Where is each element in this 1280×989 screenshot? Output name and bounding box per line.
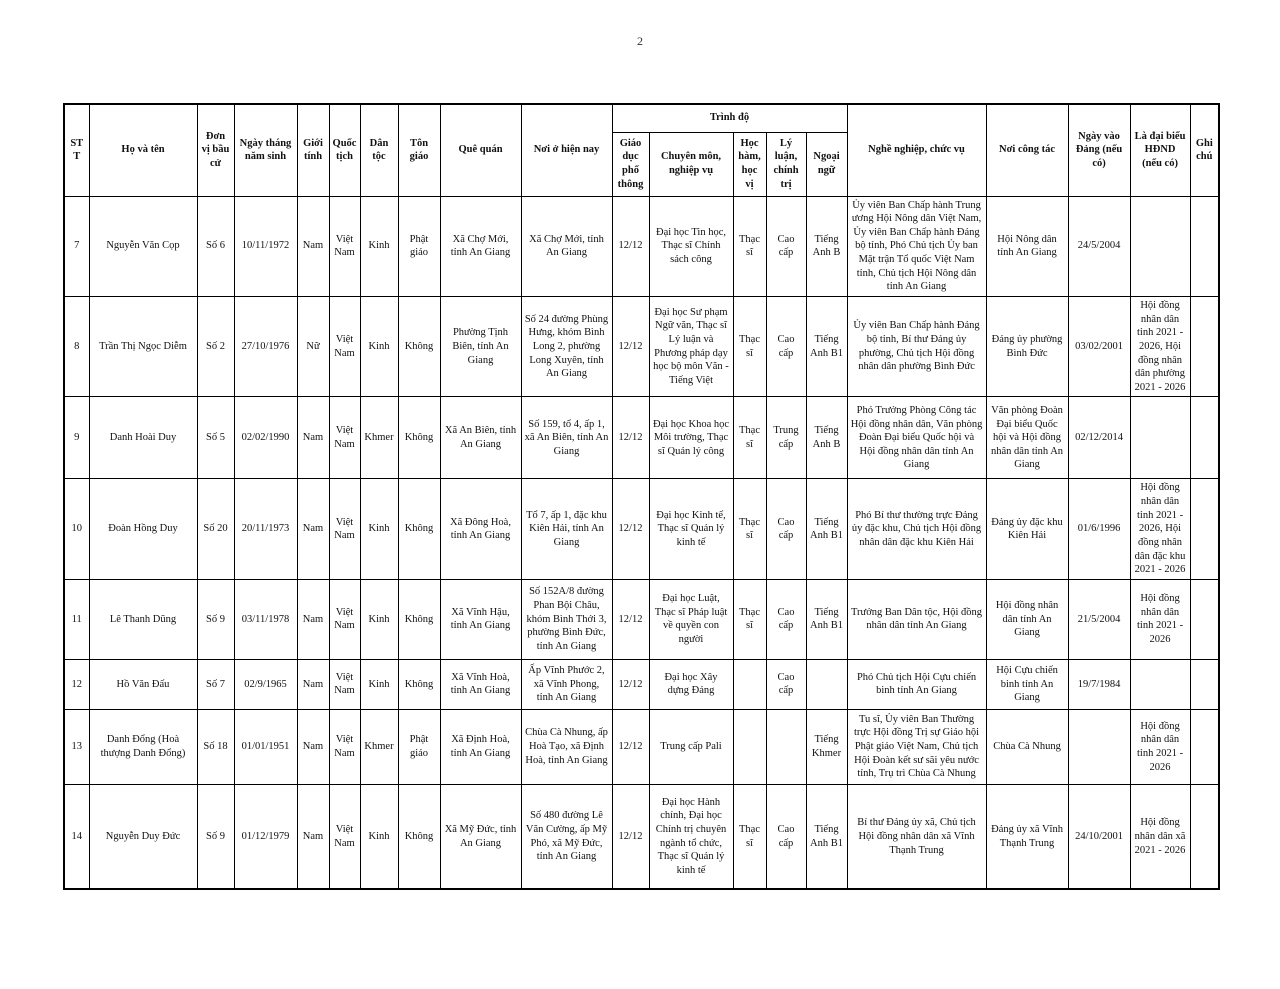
table-cell: Tiếng Anh B1 — [806, 579, 847, 659]
table-cell — [766, 709, 806, 784]
table-cell: 11 — [64, 579, 89, 659]
table-cell: Xã Chợ Mới, tỉnh An Giang — [440, 196, 521, 296]
table-cell: Không — [398, 659, 440, 709]
table-body — [64, 196, 1219, 889]
table-cell: 02/12/2014 — [1068, 397, 1130, 479]
table-cell: 7 — [64, 196, 89, 296]
col-header-que-quan: Quê quán — [440, 104, 521, 196]
table-cell: Xã Đông Hoà, tỉnh An Giang — [440, 479, 521, 579]
table-cell: Nam — [297, 709, 329, 784]
table-cell: Hội Nông dân tỉnh An Giang — [986, 196, 1068, 296]
table-cell: Thạc sĩ — [733, 579, 766, 659]
table-cell: 01/12/1979 — [234, 784, 297, 889]
table-cell: Kinh — [360, 579, 398, 659]
table-cell: Việt Nam — [329, 709, 360, 784]
table-cell: 27/10/1976 — [234, 296, 297, 396]
table-row — [64, 709, 1219, 784]
table-cell: Số 18 — [197, 709, 234, 784]
table-row — [64, 479, 1219, 579]
table-cell — [1068, 709, 1130, 784]
table-cell: Cao cấp — [766, 196, 806, 296]
table-cell: Phật giáo — [398, 709, 440, 784]
table-cell: Số 159, tổ 4, ấp 1, xã An Biên, tỉnh An Giang — [521, 397, 612, 479]
table-cell: 24/5/2004 — [1068, 196, 1130, 296]
table-cell: Nam — [297, 479, 329, 579]
table-cell: Đại học Sư phạm Ngữ văn, Thạc sĩ Lý luận và Phương pháp dạy học bộ môn Văn - Tiếng Việt — [649, 296, 733, 396]
table-cell: Việt Nam — [329, 397, 360, 479]
table-cell: 14 — [64, 784, 89, 889]
table-cell: Kinh — [360, 479, 398, 579]
table-cell: Nữ — [297, 296, 329, 396]
table-cell: Hội đồng nhân dân tỉnh 2021 - 2026, Hội đồng nhân dân phường 2021 - 2026 — [1130, 296, 1190, 396]
col-header-dan-toc: Dân tộc — [360, 104, 398, 196]
table-cell: Nam — [297, 579, 329, 659]
table-cell — [1190, 579, 1219, 659]
table-cell: Phó Chủ tịch Hội Cựu chiến binh tỉnh An Giang — [847, 659, 986, 709]
table-cell: Xã Chợ Mới, tỉnh An Giang — [521, 196, 612, 296]
col-header-quoc-tich: Quốc tịch — [329, 104, 360, 196]
table-cell — [1190, 784, 1219, 889]
col-header-chuyen-mon-nghiep-vu: Chuyên môn, nghiệp vụ — [649, 132, 733, 196]
table-cell: Cao cấp — [766, 296, 806, 396]
table-cell: 21/5/2004 — [1068, 579, 1130, 659]
table-cell: Trần Thị Ngọc Diễm — [89, 296, 197, 396]
col-header-ngoai-ngu: Ngoại ngữ — [806, 132, 847, 196]
table-row — [64, 296, 1219, 396]
table-cell: 01/01/1951 — [234, 709, 297, 784]
table-cell: Không — [398, 784, 440, 889]
table-cell: Hội đồng nhân dân tỉnh 2021 - 2026, Hội đồng nhân dân đặc khu 2021 - 2026 — [1130, 479, 1190, 579]
table-cell: Nam — [297, 196, 329, 296]
table-cell: Thạc sĩ — [733, 196, 766, 296]
table-cell: Trưởng Ban Dân tộc, Hội đồng nhân dân tỉnh An Giang — [847, 579, 986, 659]
table-cell: Kinh — [360, 784, 398, 889]
table-cell: 12/12 — [612, 296, 649, 396]
page-number: 2 — [637, 34, 643, 48]
table-cell: Nam — [297, 784, 329, 889]
table-cell: 03/02/2001 — [1068, 296, 1130, 396]
table-cell: Trung cấp — [766, 397, 806, 479]
table-cell — [733, 709, 766, 784]
col-header-stt: STT — [64, 104, 89, 196]
table-cell: 12/12 — [612, 397, 649, 479]
table-cell: Tiếng Khmer — [806, 709, 847, 784]
col-header-hoc-ham-hoc-vi: Học hàm, học vị — [733, 132, 766, 196]
table-cell: 13 — [64, 709, 89, 784]
table-cell: 24/10/2001 — [1068, 784, 1130, 889]
table-cell — [733, 659, 766, 709]
table-cell: Tiếng Anh B1 — [806, 784, 847, 889]
table-cell: Kinh — [360, 659, 398, 709]
table-cell: Việt Nam — [329, 479, 360, 579]
table-cell: Phường Tịnh Biên, tỉnh An Giang — [440, 296, 521, 396]
table-cell: Không — [398, 479, 440, 579]
delegate-roster-table-container — [63, 103, 1219, 890]
header-group-row — [64, 104, 1219, 132]
table-cell: Hội đồng nhân dân tỉnh 2021 - 2026 — [1130, 709, 1190, 784]
table-cell: Số 2 — [197, 296, 234, 396]
table-cell: Đảng ủy xã Vĩnh Thạnh Trung — [986, 784, 1068, 889]
table-cell: Cao cấp — [766, 784, 806, 889]
col-header-nghe-nghiep-chuc-vu: Nghề nghiệp, chức vụ — [847, 104, 986, 196]
table-cell: Xã Vĩnh Hậu, tỉnh An Giang — [440, 579, 521, 659]
table-cell: Số 152A/8 đường Phan Bội Châu, khóm Bình Thới 3, phường Bình Đức, tỉnh An Giang — [521, 579, 612, 659]
table-cell: Nam — [297, 659, 329, 709]
table-cell: 12/12 — [612, 709, 649, 784]
table-cell: Việt Nam — [329, 659, 360, 709]
table-cell: Danh Hoài Duy — [89, 397, 197, 479]
table-cell: Danh Đổng (Hoà thượng Danh Đổng) — [89, 709, 197, 784]
table-cell: Phó Trưởng Phòng Công tác Hội đồng nhân dân, Văn phòng Đoàn Đại biểu Quốc hội và Hội đồng nhân dân tỉnh An Giang — [847, 397, 986, 479]
table-cell: Thạc sĩ — [733, 479, 766, 579]
col-header-noi-o-hien-nay: Nơi ở hiện nay — [521, 104, 612, 196]
table-cell: 9 — [64, 397, 89, 479]
table-cell: Đại học Tin học, Thạc sĩ Chính sách công — [649, 196, 733, 296]
table-cell: Nam — [297, 397, 329, 479]
table-cell: Chùa Cà Nhung — [986, 709, 1068, 784]
col-header-noi-cong-tac: Nơi công tác — [986, 104, 1068, 196]
table-cell: 19/7/1984 — [1068, 659, 1130, 709]
table-cell: 12/12 — [612, 579, 649, 659]
table-cell — [1190, 196, 1219, 296]
table-cell: Khmer — [360, 397, 398, 479]
table-cell: Tiếng Anh B1 — [806, 296, 847, 396]
table-cell: Hồ Văn Đấu — [89, 659, 197, 709]
table-cell: Ủy viên Ban Chấp hành Trung ương Hội Nông dân Việt Nam, Ủy viên Ban Chấp hành Đảng bộ tỉnh, Phó Chủ tịch Ủy ban Mặt trận Tổ quốc Việt Nam tỉnh, Chủ tịch Hội Nông dân tỉnh An Giang — [847, 196, 986, 296]
table-cell: Tiếng Anh B1 — [806, 479, 847, 579]
table-cell: 02/9/1965 — [234, 659, 297, 709]
table-cell: Chùa Cà Nhung, ấp Hoà Tạo, xã Định Hoà, tỉnh An Giang — [521, 709, 612, 784]
table-cell: Bí thư Đảng ủy xã, Chủ tịch Hội đồng nhân dân xã Vĩnh Thạnh Trung — [847, 784, 986, 889]
table-cell: 02/02/1990 — [234, 397, 297, 479]
table-cell — [806, 659, 847, 709]
table-cell: Số 24 đường Phùng Hưng, khóm Bình Long 2, phường Long Xuyên, tỉnh An Giang — [521, 296, 612, 396]
table-cell: Việt Nam — [329, 196, 360, 296]
table-cell: Nguyễn Văn Cọp — [89, 196, 197, 296]
col-header-ho-va-ten: Họ và tên — [89, 104, 197, 196]
table-cell: Không — [398, 397, 440, 479]
col-header-trinh-do: Trình độ — [612, 104, 847, 132]
col-header-don-vi-bau-cu: Đơn vị bầu cử — [197, 104, 234, 196]
table-cell: 12/12 — [612, 196, 649, 296]
table-cell: Hội đồng nhân dân tỉnh 2021 - 2026 — [1130, 579, 1190, 659]
table-cell: Việt Nam — [329, 296, 360, 396]
table-cell — [1190, 296, 1219, 396]
table-row — [64, 196, 1219, 296]
table-row — [64, 659, 1219, 709]
table-cell: Hội Cựu chiến binh tỉnh An Giang — [986, 659, 1068, 709]
table-cell: Việt Nam — [329, 579, 360, 659]
table-cell: Thạc sĩ — [733, 397, 766, 479]
table-cell: 10 — [64, 479, 89, 579]
table-cell: Khmer — [360, 709, 398, 784]
col-header-ngay-thang-nam-sinh: Ngày tháng năm sinh — [234, 104, 297, 196]
table-cell — [1130, 659, 1190, 709]
table-cell: Tổ 7, ấp 1, đặc khu Kiên Hải, tỉnh An Giang — [521, 479, 612, 579]
table-header — [64, 104, 1219, 196]
table-cell: 03/11/1978 — [234, 579, 297, 659]
table-cell: Tu sĩ, Ủy viên Ban Thường trực Hội đồng Trị sự Giáo hội Phật giáo Việt Nam, Chủ tịch Hội Đoàn kết sư sãi yêu nước tỉnh, Trụ trì Chùa Cà Nhung — [847, 709, 986, 784]
table-cell: Cao cấp — [766, 479, 806, 579]
table-cell: Hội đồng nhân dân tỉnh An Giang — [986, 579, 1068, 659]
col-header-ton-giao: Tôn giáo — [398, 104, 440, 196]
table-cell: Trung cấp Pali — [649, 709, 733, 784]
table-cell — [1190, 659, 1219, 709]
table-cell: 12/12 — [612, 784, 649, 889]
table-cell: Không — [398, 296, 440, 396]
table-cell: Đại học Luật, Thạc sĩ Pháp luật về quyền con người — [649, 579, 733, 659]
table-cell: 12/12 — [612, 659, 649, 709]
table-cell: Thạc sĩ — [733, 784, 766, 889]
col-header-ngay-vao-dang: Ngày vào Đảng (nếu có) — [1068, 104, 1130, 196]
table-cell: Số 5 — [197, 397, 234, 479]
table-cell: Xã Định Hoà, tỉnh An Giang — [440, 709, 521, 784]
table-cell: Kinh — [360, 196, 398, 296]
table-cell: Cao cấp — [766, 579, 806, 659]
table-cell: Đại học Kinh tế, Thạc sĩ Quản lý kinh tế — [649, 479, 733, 579]
table-cell: Đảng ủy đặc khu Kiên Hải — [986, 479, 1068, 579]
table-cell: Xã Mỹ Đức, tỉnh An Giang — [440, 784, 521, 889]
table-cell: 10/11/1972 — [234, 196, 297, 296]
table-cell: Đại học Hành chính, Đại học Chính trị chuyên ngành tổ chức, Thạc sĩ Quản lý kinh tế — [649, 784, 733, 889]
table-cell: 20/11/1973 — [234, 479, 297, 579]
table-cell: Tiếng Anh B — [806, 196, 847, 296]
delegate-roster-table — [63, 103, 1220, 890]
table-row — [64, 784, 1219, 889]
table-cell: Kinh — [360, 296, 398, 396]
table-cell: 8 — [64, 296, 89, 396]
table-cell: Thạc sĩ — [733, 296, 766, 396]
table-cell: Không — [398, 579, 440, 659]
table-row — [64, 397, 1219, 479]
table-cell: Đại học Khoa học Môi trường, Thạc sĩ Quản lý công — [649, 397, 733, 479]
table-row — [64, 579, 1219, 659]
table-cell: Đoàn Hồng Duy — [89, 479, 197, 579]
table-cell: Phật giáo — [398, 196, 440, 296]
table-cell: Văn phòng Đoàn Đại biểu Quốc hội và Hội đồng nhân dân tỉnh An Giang — [986, 397, 1068, 479]
table-cell — [1130, 196, 1190, 296]
table-cell — [1190, 397, 1219, 479]
table-cell: 12 — [64, 659, 89, 709]
table-cell: Hội đồng nhân dân xã 2021 - 2026 — [1130, 784, 1190, 889]
table-cell: Số 480 đường Lê Văn Cường, ấp Mỹ Phó, xã Mỹ Đức, tỉnh An Giang — [521, 784, 612, 889]
table-cell: Đại học Xây dựng Đảng — [649, 659, 733, 709]
table-cell: Đảng ủy phường Bình Đức — [986, 296, 1068, 396]
table-cell: Số 7 — [197, 659, 234, 709]
table-cell: 01/6/1996 — [1068, 479, 1130, 579]
table-cell — [1190, 479, 1219, 579]
col-header-ghi-chu: Ghi chú — [1190, 104, 1219, 196]
col-header-la-dai-bieu-hdnd: Là đại biểu HĐND (nếu có) — [1130, 104, 1190, 196]
table-cell: Xã Vĩnh Hoà, tỉnh An Giang — [440, 659, 521, 709]
table-cell: Nguyễn Duy Đức — [89, 784, 197, 889]
table-cell: Cao cấp — [766, 659, 806, 709]
table-cell — [1190, 709, 1219, 784]
table-cell: Ủy viên Ban Chấp hành Đảng bộ tỉnh, Bí thư Đảng ủy phường, Chủ tịch Hội đồng nhân dân phường Bình Đức — [847, 296, 986, 396]
table-cell: Việt Nam — [329, 784, 360, 889]
table-cell: Số 6 — [197, 196, 234, 296]
table-cell: Tiếng Anh B — [806, 397, 847, 479]
col-header-gioi-tinh: Giới tính — [297, 104, 329, 196]
col-header-giao-duc-pho-thong: Giáo dục phổ thông — [612, 132, 649, 196]
table-cell — [1130, 397, 1190, 479]
table-cell: Số 9 — [197, 579, 234, 659]
table-cell: Xã An Biên, tỉnh An Giang — [440, 397, 521, 479]
table-cell: Số 9 — [197, 784, 234, 889]
table-cell: Số 20 — [197, 479, 234, 579]
table-cell: Ấp Vĩnh Phước 2, xã Vĩnh Phong, tỉnh An Giang — [521, 659, 612, 709]
table-cell: Phó Bí thư thường trực Đảng ủy đặc khu, Chủ tịch Hội đồng nhân dân đặc khu Kiên Hải — [847, 479, 986, 579]
col-header-ly-luan-chinh-tri: Lý luận, chính trị — [766, 132, 806, 196]
table-cell: 12/12 — [612, 479, 649, 579]
table-cell: Lê Thanh Dũng — [89, 579, 197, 659]
